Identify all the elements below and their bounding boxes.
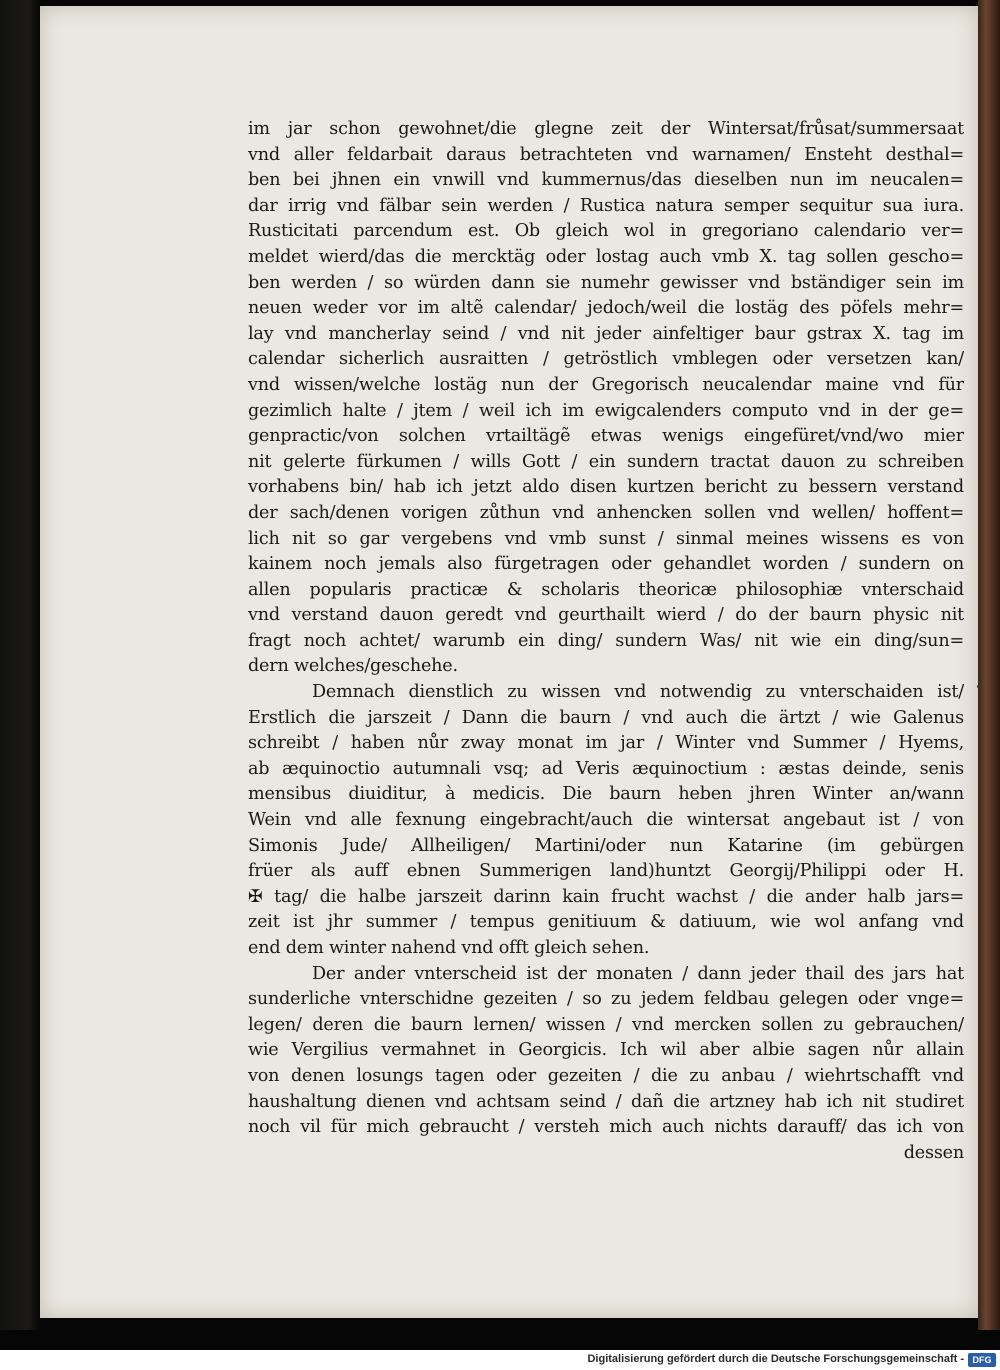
text-line: von denen losungs tagen oder gezeiten / die zu anbau / wiehrtschafft vnd [248, 1065, 964, 1086]
text-line: allen popularis practicæ & scholaris theoricæ philosophiæ vnterschaid [248, 579, 964, 600]
text-line: ben werden / so würden dann sie numehr gewisser vnd bständiger sein im [248, 272, 964, 293]
text-line: ab æquinoctio autumnali vsq; ad Veris æquinoctium : æstas deinde, senis [248, 758, 964, 779]
text-line: im jar schon gewohnet/die glegne zeit der Wintersat/frůsat/summersaat [248, 119, 964, 139]
text-line: Rusticitati parcendum est. Ob gleich wol in gregoriano calendario ver= [248, 221, 964, 242]
text-line: Erstlich die jarszeit / Dann die baurn / vnd auch die ärtzt / wie Galenus [248, 707, 964, 728]
text-line: gezimlich halte / jtem / weil ich im ewigcalenders computo vnd in der ge= [248, 400, 964, 421]
digitization-footer [0, 1350, 1000, 1370]
text-line: lay vnd mancherlay seind / vnd nit jeder ainfeltiger baur gstrax X. tag im [248, 323, 964, 344]
book-left-edge [0, 0, 40, 1330]
ink-speck [977, 685, 980, 688]
text-line: genpractic/von solchen vrtailtägẽ etwas wenigs eingefüret/vnd/wo mier [248, 426, 964, 447]
text-line: noch vil für mich gebraucht / versteh mich auch nichts darauff/ das ich von [248, 1117, 964, 1138]
text-line: der sach/denen vorigen zůthun vnd anhencken sollen vnd wellen/ hoffent= [248, 502, 964, 523]
text-line: wie Vergilius vermahnet in Georgicis. Ich wil aber albie sagen nůr allain [248, 1040, 964, 1061]
text-line: end dem winter nahend vnd offt gleich sehen. [248, 938, 650, 958]
text-line: Der ander vnterscheid ist der monaten / dann jeder thail des jars hat [312, 963, 964, 984]
page-text-block [248, 117, 964, 1166]
text-line: calendar sicherlich ausraitten / getröstlich vmblegen oder versetzen kan/ [248, 349, 964, 370]
text-line: vnd aller feldarbait daraus betrachteten vnd warnamen/ Ensteht desthal= [248, 144, 964, 165]
text-line: Demnach dienstlich zu wissen vnd notwendig zu vnterschaiden ist/ [312, 682, 964, 703]
footer-credit: Digitalisierung gefördert durch die Deutsche Forschungsgemeinschaft - [587, 1353, 964, 1365]
text-line: haushaltung dienen vnd achtsam seind / dañ die artzney hab ich nit studiret [248, 1091, 964, 1112]
text-line: kainem noch jemals also fürgetragen oder gehandlet worden / sundern on [248, 554, 964, 575]
text-line: fragt noch achtet/ warumb ein ding/ sundern Was/ nit wie ein ding/sun= [248, 630, 964, 651]
text-line: lich nit so gar vergebens vnd vmb sunst / sinmal meines wissens es von [248, 528, 964, 549]
text-line: vnd wissen/welche lostäg nun der Gregorisch neucalendar maine vnd für [248, 374, 964, 395]
text-line: vorhabens bin/ hab ich jetzt aldo disen kurtzen bericht zu bessern verstand [248, 477, 964, 498]
dfg-logo: DFG [968, 1353, 996, 1367]
text-line: vnd verstand dauon geredt vnd geurthailt wierd / do der baurn physic nit [248, 605, 964, 626]
text-line: ✠ tag/ die halbe jarszeit darinn kain frucht wachst / die ander halb jars= [248, 886, 964, 907]
text-line: meldet wierd/das die mercktäg oder lostag auch vmb X. tag sollen gescho= [248, 246, 964, 267]
text-line: schreibt / haben nůr zway monat im jar / Winter vnd Summer / Hyems, [248, 733, 964, 754]
text-line: früer als auff ebnen Summerigen land)huntzt Georgij/Philippi oder H. [248, 861, 964, 882]
text-line: nit gelerte fürkumen / wills Gott / ein sundern tractat dauon zu schreiben [248, 451, 964, 472]
text-line: neuen weder vor im altẽ calendar/ jedoch/weil die lostäg des pöfels mehr= [248, 298, 964, 319]
text-line: dar irrig vnd fälbar sein werden / Rustica natura semper sequitur sua iura. [248, 195, 964, 216]
text-line: Simonis Jude/ Allheiligen/ Martini/oder nun Katarine (im gebürgen [248, 835, 964, 856]
text-line: legen/ deren die baurn lernen/ wissen / vnd mercken sollen zu gebrauchen/ [248, 1014, 964, 1035]
text-line: mensibus diuiditur, à medicis. Die baurn heben jhren Winter an/wann [248, 784, 964, 805]
book-spine-edge [978, 0, 1000, 1330]
text-line: ben bei jhnen ein vnwill vnd kummernus/das dieselben nun im neucalen= [248, 170, 964, 191]
text-line: sunderliche vnterschidne gezeiten / so zu jedem feldbau gelegen oder vnge= [248, 989, 964, 1010]
catchword: dessen [903, 1142, 964, 1163]
text-line: dern welches/geschehe. [248, 656, 458, 677]
text-line: Wein vnd alle fexnung eingebracht/auch die wintersat angebaut ist / von [248, 810, 964, 831]
text-line: zeit ist jhr summer / tempus genitiuum & datiuum, wie wol anfang vnd [248, 912, 964, 933]
